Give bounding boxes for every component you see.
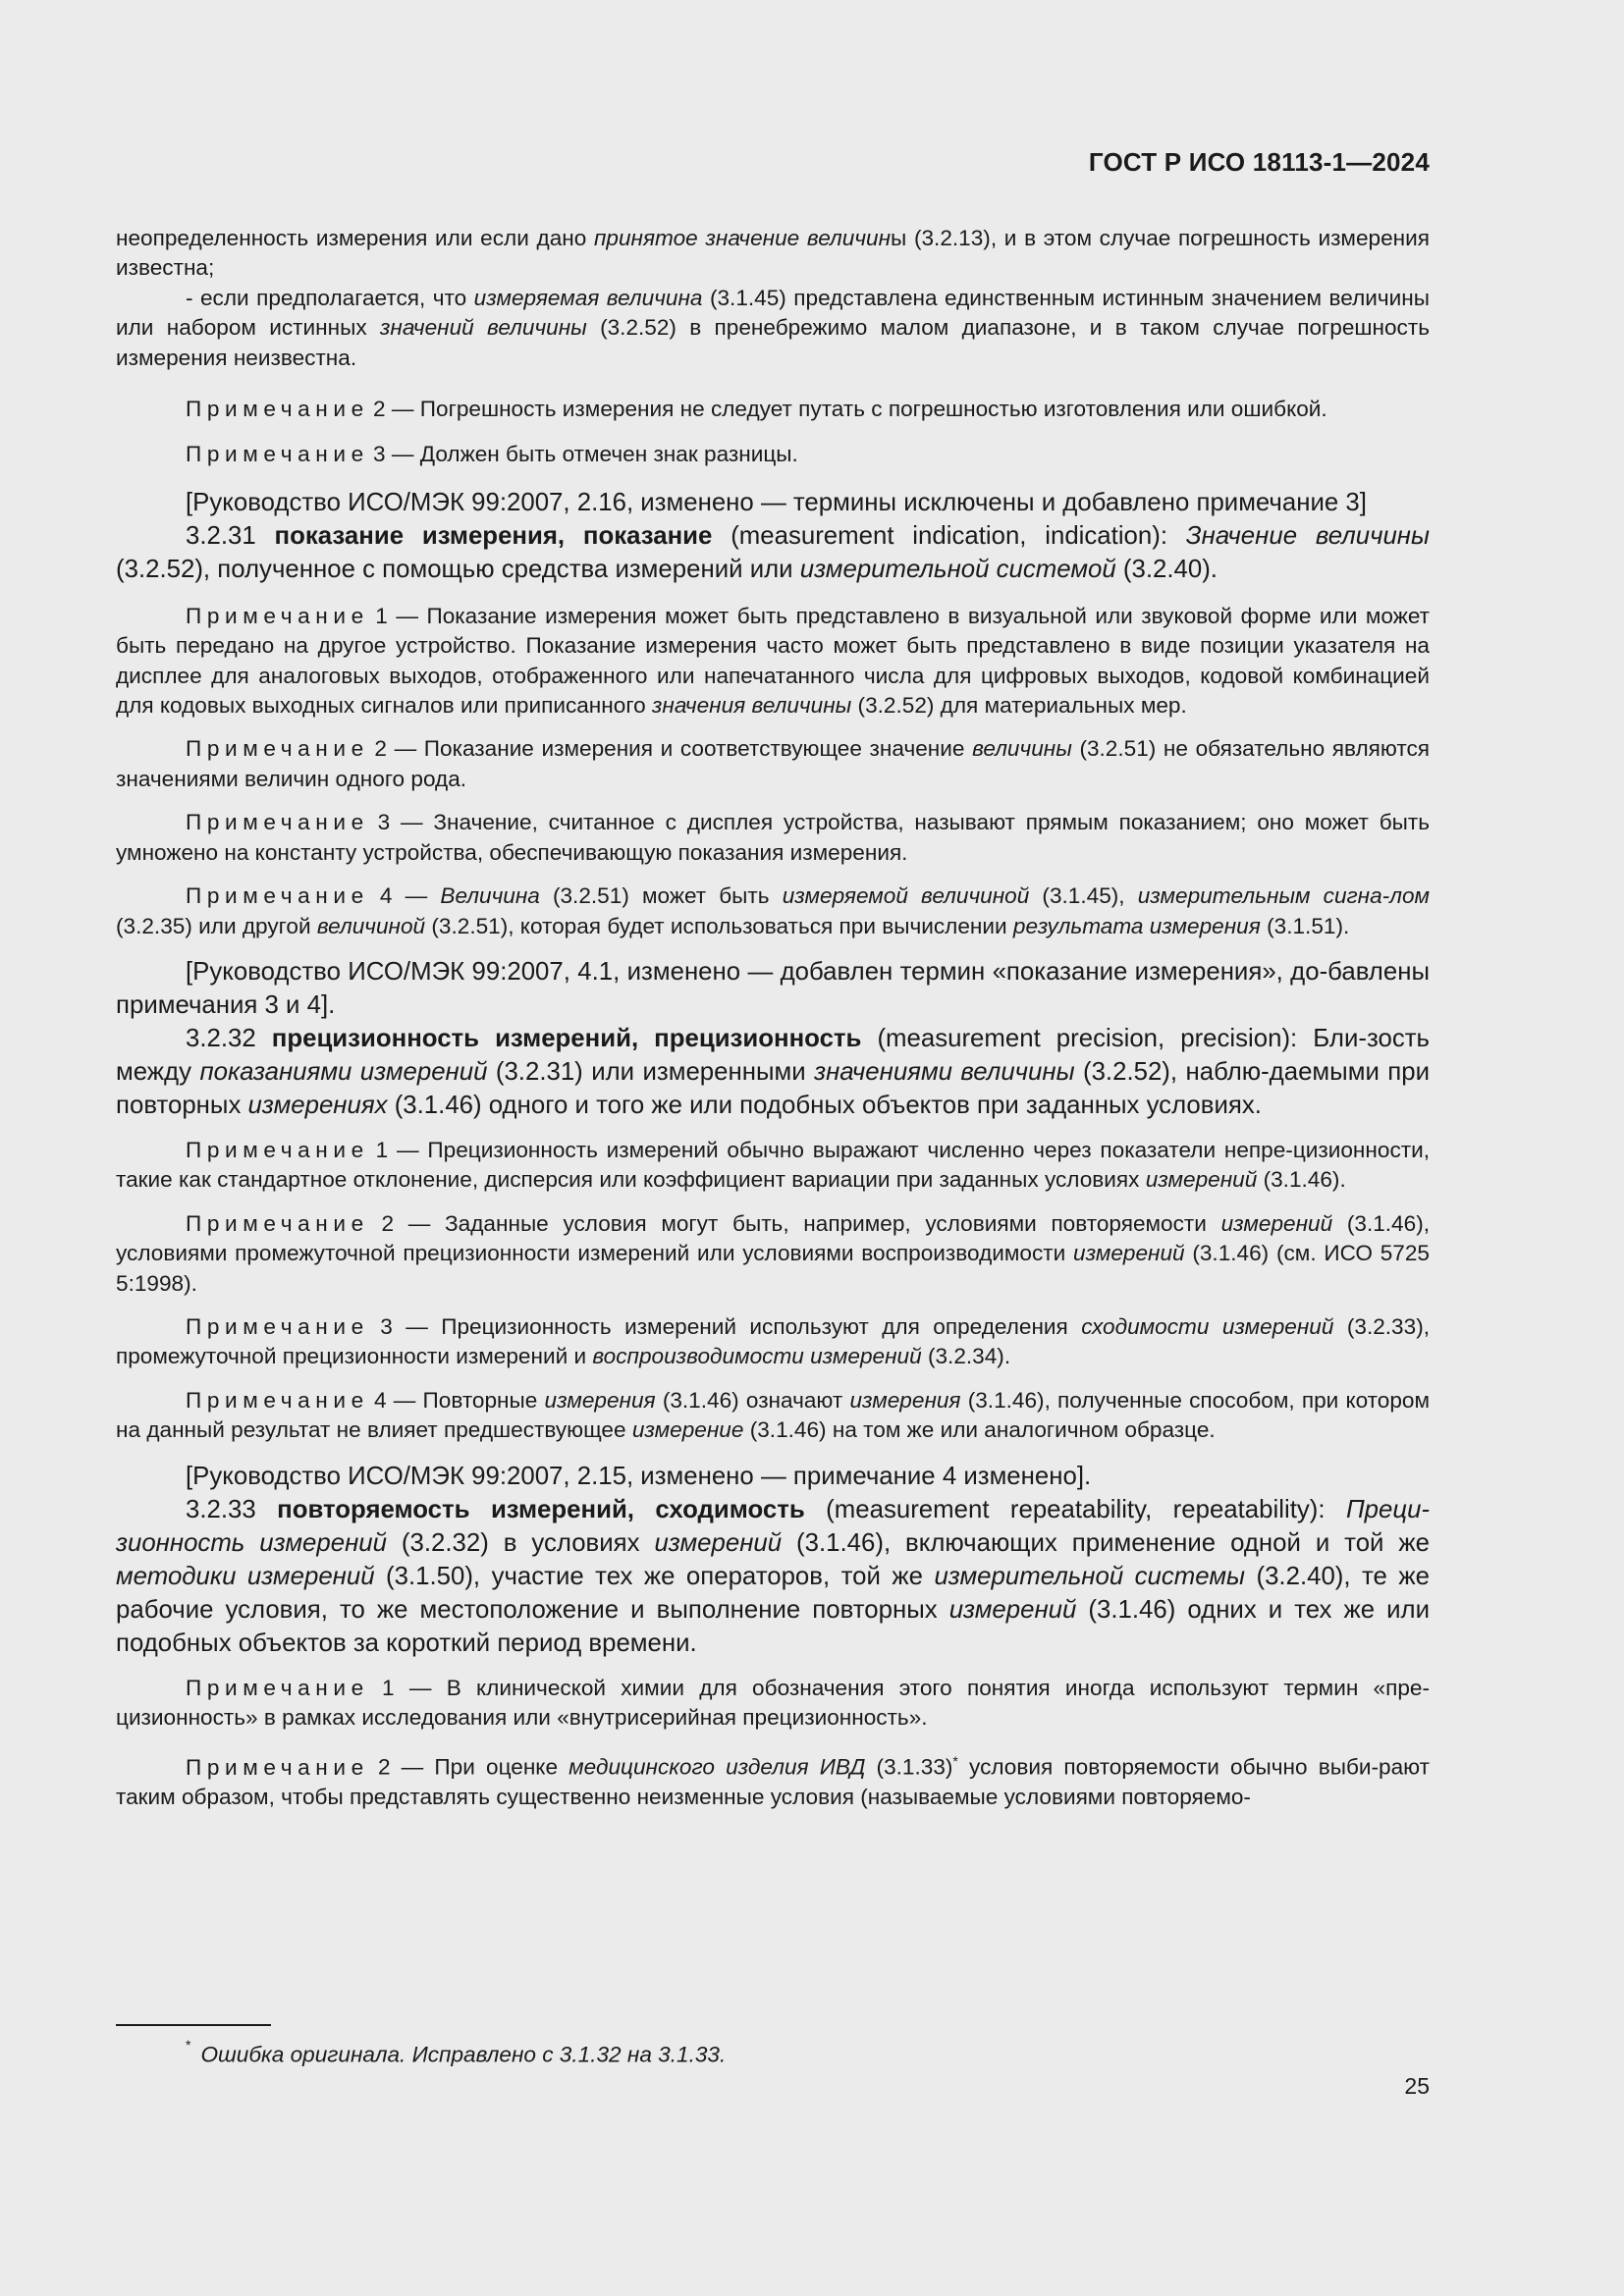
note-c1: Примечание 1 — Прецизионность измерений обычно выражают численно через показатели непре-цизионности, такие как стандартное отклонение, дисперсия или коэффициент вариации при заданных условиях измерений (3.1.46). [116, 1137, 1430, 1193]
paragraph-continuation: неопределенность измерения или если дано принятое значение величины (3.2.13), и в этом случае погрешность измерения известна; [116, 226, 1430, 281]
footnote-separator [116, 2024, 271, 2026]
term-3-2-32: 3.2.32 прецизионность измерений, прецизионность (measurement precision, precision): Бли-зость между показаниями измерений (3.2.31) или измеренными значениями величины (3.2.52), наблю-даемыми при повторных измерениях (3.1.46) одного и того же или подобных объектов при заданных условиях. [116, 1024, 1430, 1119]
note-b4: Примечание 4 — Величина (3.2.51) может быть измеряемой величиной (3.1.45), измерительным сигна-лом (3.2.35) или другой величиной (3.2.51), которая будет использоваться при вычислении результата измерения (3.1.51). [116, 883, 1430, 938]
footnote-mark: * [186, 2037, 191, 2053]
footnote [186, 2034, 1423, 2070]
reference-2: [Руководство ИСО/МЭК 99:2007, 4.1, изменено — добавлен термин «показание измерения», до-бавлены примечания 3 и 4]. [116, 957, 1430, 1019]
note-c4: Примечание 4 — Повторные измерения (3.1.46) означают измерения (3.1.46), полученные способом, при котором на данный результат не влияет предшествующее измерение (3.1.46) на том же или аналогичном образце. [116, 1387, 1430, 1443]
note-d1: Примечание 1 — В клинической химии для обозначения этого понятия иногда используют термин «пре-цизионность» в рамках исследования или «внутрисерийная прецизионность». [116, 1675, 1430, 1730]
term-3-2-31: 3.2.31 показание измерения, показание (measurement indication, indication): Значение величины (3.2.52), полученное с помощью средства измерений или измерительной системой (3.2.40). [116, 521, 1430, 583]
term-3-2-33: 3.2.33 повторяемость измерений, сходимость (measurement repeatability, repeatability): Преци-зионность измерений (3.2.32) в условиях измерений (3.1.46), включающих применение одной и той же методики измерений (3.1.50), участие тех же операторов, той же измерительной системы (3.2.40), те же рабочие условия, то же местоположение и выполнение повторных измерений (3.1.46) одних и тех же или подобных объектов за короткий период времени. [116, 1495, 1431, 1657]
note-b1: Примечание 1 — Показание измерения может быть представлено в визуальной или звуковой форме или может быть передано на другое устройство. Показание измерения часто может быть представлено в виде позиции указателя на дисплее для аналоговых выходов, отображенного или напечатанного числа для цифровых выходов, кодовой комбинацией для кодовых выходных сигналов или приписанного значения величины (3.2.52) для материальных мер. [116, 603, 1430, 719]
page-number: 25 [1404, 2073, 1430, 2099]
note-a2: Примечание 2 — Погрешность измерения не следует путать с погрешностью изготовления или ошибкой. [186, 397, 1327, 422]
footnote-reference-mark: * [952, 1753, 958, 1770]
note-b2: Примечание 2 — Показание измерения и соответствующее значение величины (3.2.51) не обязательно являются значениями величин одного рода. [116, 736, 1430, 791]
footnote-text: Ошибка оригинала. Исправлено с 3.1.32 на 3.1.33. [200, 2042, 727, 2067]
paragraph-bullet: - если предполагается, что измеряемая величина (3.1.45) представлена единственным истинным значением величины или набором истинных значений величины (3.2.52) в пренебрежимо малом диапазоне, и в таком случае погрешность измерения неизвестна. [116, 285, 1431, 370]
note-c3: Примечание 3 — Прецизионность измерений используют для определения сходимости измерений (3.2.33), промежуточной прецизионности измерений и воспроизводимости измерений (3.2.34). [116, 1313, 1430, 1369]
note-a3: Примечание 3 — Должен быть отмечен знак разницы. [186, 442, 798, 467]
document-header: ГОСТ Р ИСО 18113-1—2024 [1088, 147, 1430, 177]
reference-3: [Руководство ИСО/МЭК 99:2007, 2.15, изменено — примечание 4 изменено]. [186, 1462, 1092, 1490]
page-body [116, 224, 1430, 1813]
note-b3: Примечание 3 — Значение, считанное с дисплея устройства, называют прямым показанием; оно может быть умножено на константу устройства, обеспечивающую показания измерения. [116, 810, 1430, 865]
note-d2: Примечание 2 — При оценке медицинского изделия ИВД (3.1.33)* условия повторяемости обычно выби-рают таким образом, чтобы представлять существенно неизменные условия (называемые условиями повторяемо- [116, 1753, 1430, 1810]
reference-1: [Руководство ИСО/МЭК 99:2007, 2.16, изменено — термины исключены и добавлено примечание 3] [186, 488, 1367, 516]
note-c2: Примечание 2 — Заданные условия могут быть, например, условиями повторяемости измерений (3.1.46), условиями промежуточной прецизионности измерений или условиями воспроизводимости измерений (3.1.46) (см. ИСО 5725 5:1998). [116, 1210, 1430, 1296]
